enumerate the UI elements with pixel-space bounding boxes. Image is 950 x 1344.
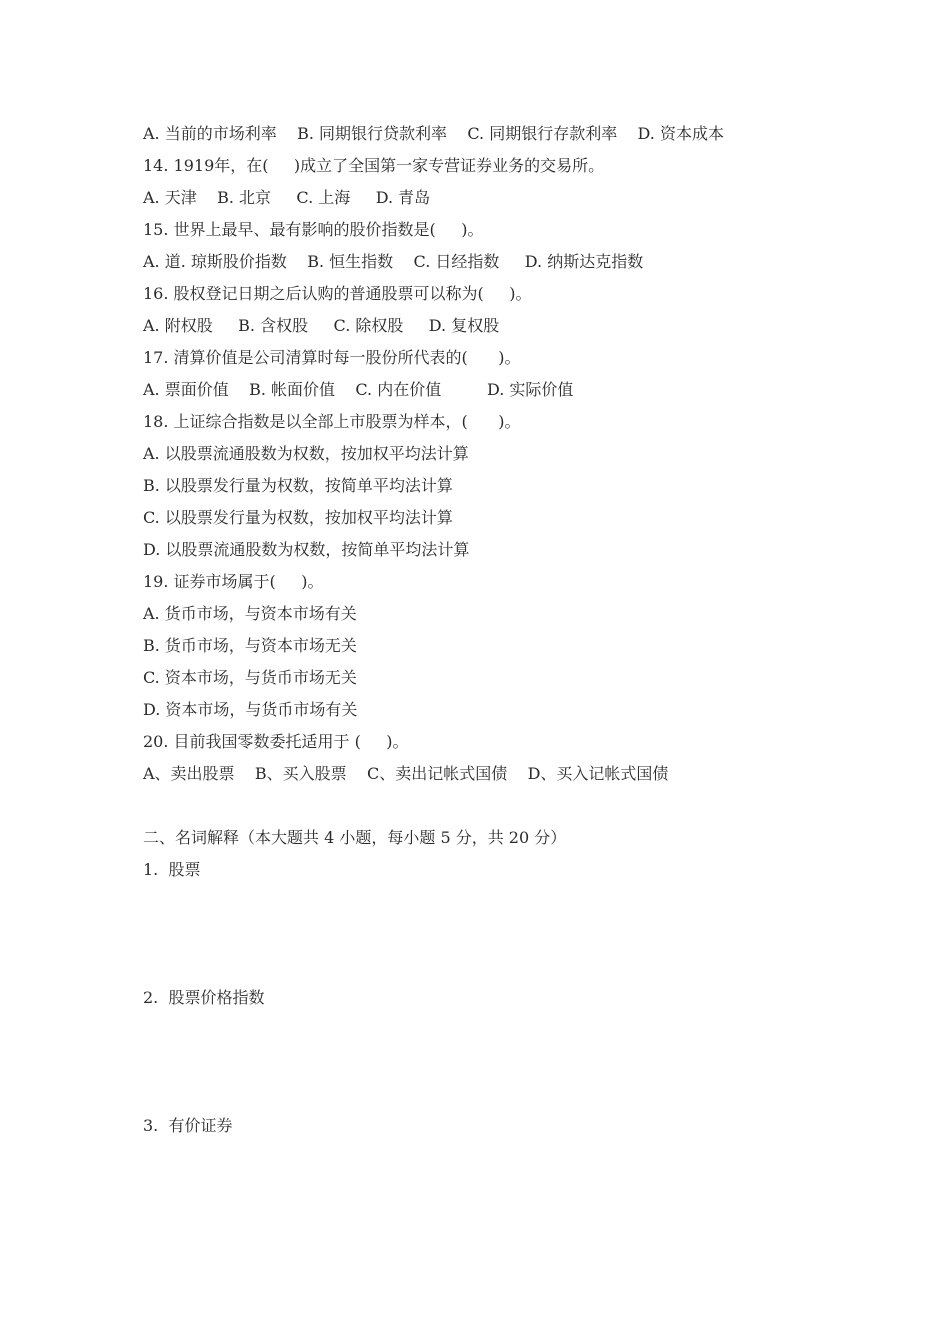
q20-options: A、卖出股票 B、买入股票 C、卖出记帐式国债 D、买入记帐式国债 [143, 764, 669, 783]
q19-question: 19. 证券市场属于( )。 [143, 572, 324, 591]
q16-question: 16. 股权登记日期之后认购的普通股票可以称为( )。 [143, 284, 532, 303]
q15-options: A. 道. 琼斯股价指数 B. 恒生指数 C. 日经指数 D. 纳斯达克指数 [143, 252, 644, 271]
section-heading: 二、名词解释（本大题共 4 小题，每小题 5 分，共 20 分） [143, 828, 567, 847]
term-3: 3. 有价证券 [143, 1116, 233, 1135]
q17-options: A. 票面价值 B. 帐面价值 C. 内在价值 D. 实际价值 [143, 380, 574, 399]
q18-option-c: C. 以股票发行量为权数，按加权平均法计算 [143, 508, 453, 527]
q17-question: 17. 清算价值是公司清算时每一股份所代表的( )。 [143, 348, 521, 367]
q13-options: A. 当前的市场利率 B. 同期银行贷款利率 C. 同期银行存款利率 D. 资本成本 [143, 124, 724, 143]
q18-option-b: B. 以股票发行量为权数，按简单平均法计算 [143, 476, 453, 495]
q14-question: 14. 1919年，在( )成立了全国第一家专营证券业务的交易所。 [143, 156, 605, 175]
q19-option-a: A. 货币市场，与资本市场有关 [143, 604, 357, 623]
q18-option-a: A. 以股票流通股数为权数，按加权平均法计算 [143, 444, 469, 463]
term-1: 1. 股票 [143, 860, 201, 879]
q16-options: A. 附权股 B. 含权股 C. 除权股 D. 复权股 [143, 316, 500, 335]
q19-option-b: B. 货币市场，与资本市场无关 [143, 636, 357, 655]
q18-question: 18. 上证综合指数是以全部上市股票为样本，( )。 [143, 412, 521, 431]
q19-option-c: C. 资本市场，与货币市场无关 [143, 668, 357, 687]
q18-option-d: D. 以股票流通股数为权数，按简单平均法计算 [143, 540, 470, 559]
term-2: 2. 股票价格指数 [143, 988, 265, 1007]
q14-options: A. 天津 B. 北京 C. 上海 D. 青岛 [143, 188, 431, 207]
q15-question: 15. 世界上最早、最有影响的股价指数是( )。 [143, 220, 484, 239]
q19-option-d: D. 资本市场，与货币市场有关 [143, 700, 358, 719]
q20-question: 20. 目前我国零数委托适用于 ( )。 [143, 732, 409, 751]
